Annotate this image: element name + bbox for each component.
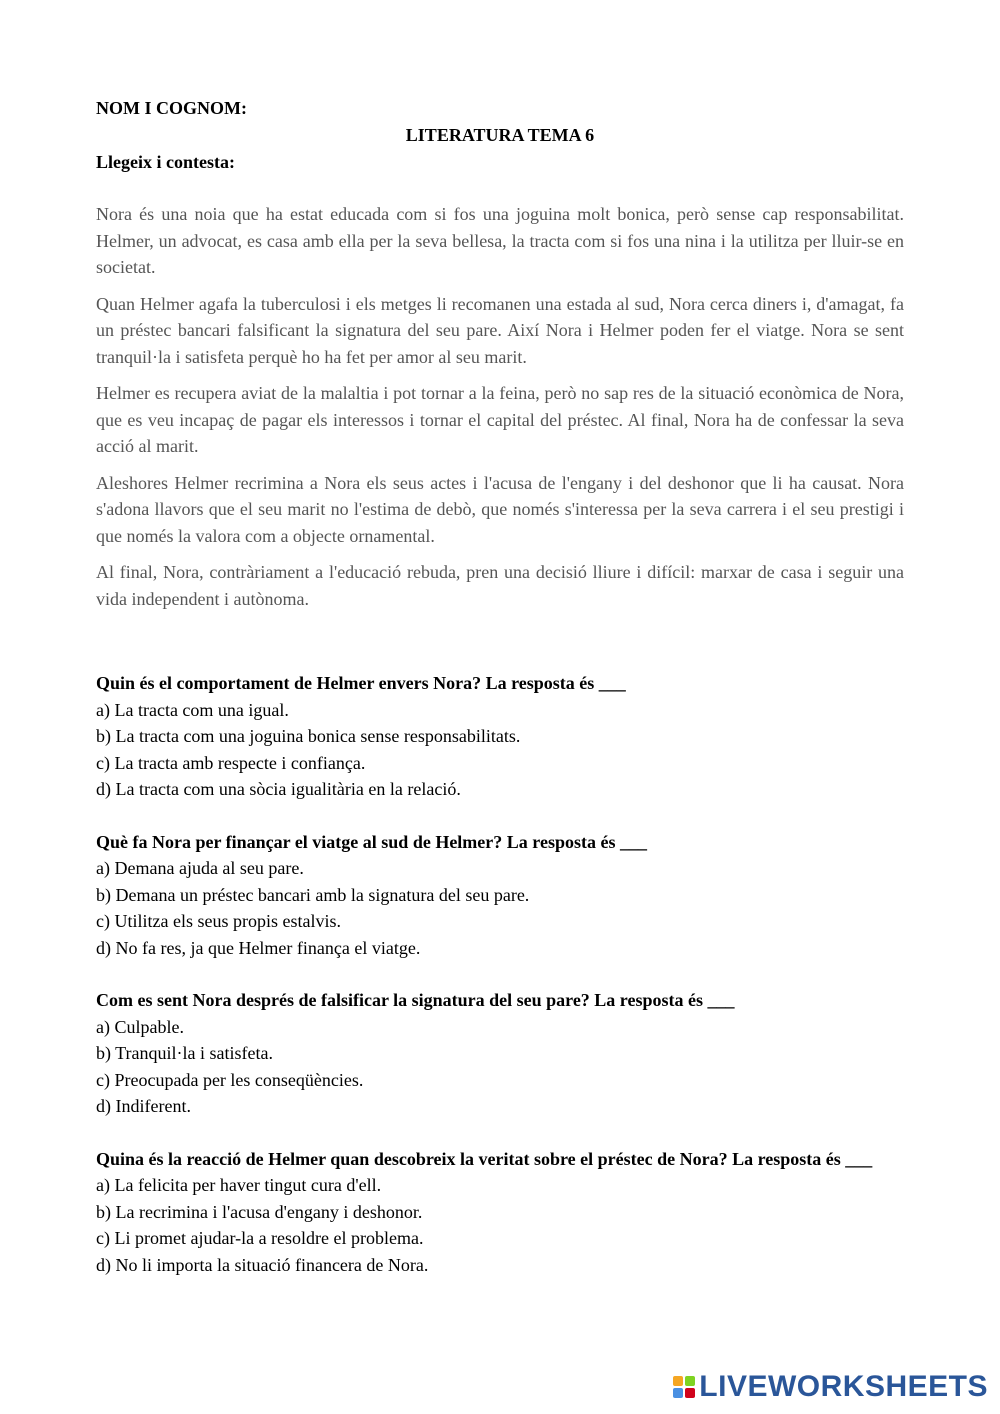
reading-paragraph: Nora és una noia que ha estat educada com si fos una joguina molt bonica, però sense cap responsabilitat. Helmer, un advocat, es casa amb ella per la seva bellesa, la tracta com si fos una nina i la utilitza per lluir-se en societat. — [96, 204, 904, 277]
question-text: Quin és el comportament de Helmer envers Nora? La resposta és ___ — [96, 673, 626, 693]
instruction-text: Llegeix i contesta: — [96, 152, 235, 172]
answer-option[interactable]: a) Demana ajuda al seu pare. — [96, 858, 304, 878]
reading-passage — [96, 201, 904, 622]
logo-square-br — [685, 1388, 695, 1398]
answer-option[interactable]: b) La tracta com una joguina bonica sense responsabilitats. — [96, 726, 521, 746]
answer-option[interactable]: a) Culpable. — [96, 1016, 184, 1037]
answer-option[interactable]: c) Li promet ajudar-la a resoldre el problema. — [96, 1228, 424, 1248]
logo-square-tr — [685, 1376, 695, 1386]
answer-option[interactable]: c) Preocupada per les conseqüències. — [96, 1069, 364, 1090]
answer-option[interactable]: a) La tracta com una igual. — [96, 699, 289, 720]
question-1 — [96, 670, 904, 803]
question-text: Com es sent Nora després de falsificar la signatura del seu pare? La resposta és ___ — [96, 990, 735, 1010]
logo-square-bl — [673, 1388, 683, 1398]
answer-option[interactable]: a) La felicita per haver tingut cura d'ell. — [96, 1175, 382, 1195]
question-text: Què fa Nora per finançar el viatge al sud de Helmer? La resposta és ___ — [96, 831, 647, 852]
reading-paragraph: Al final, Nora, contràriament a l'educació rebuda, pren una decisió lliure i difícil: marxar de casa i seguir una vida independent i autònoma. — [96, 562, 904, 609]
answer-option[interactable]: b) La recrimina i l'acusa d'engany i deshonor. — [96, 1201, 423, 1222]
answer-option[interactable]: d) No fa res, ja que Helmer finança el viatge. — [96, 937, 421, 958]
question-2 — [96, 829, 904, 962]
answer-option[interactable]: b) Demana un préstec bancari amb la signatura del seu pare. — [96, 884, 530, 905]
brand-text: LIVEWORKSHEETS — [699, 1370, 988, 1403]
answer-option[interactable]: d) Indiferent. — [96, 1096, 191, 1116]
answer-option[interactable]: d) No li importa la situació financera de Nora. — [96, 1254, 429, 1275]
questions-section — [96, 670, 904, 1304]
question-4 — [96, 1146, 904, 1279]
name-label: NOM I COGNOM: — [96, 98, 247, 118]
reading-paragraph: Aleshores Helmer recrimina a Nora els seus actes i l'acusa de l'engany i del deshonor que li ha causat. Nora s'adona llavors que el seu marit no l'estima de debò, que només s'interessa per la seva carrera i el seu prestigi i que només la valora com a objecte ornamental. — [96, 472, 904, 546]
answer-option[interactable]: b) Tranquil·la i satisfeta. — [96, 1043, 273, 1063]
liveworksheets-logo-icon — [673, 1376, 695, 1398]
reading-paragraph: Helmer es recupera aviat de la malaltia i pot tornar a la feina, però no sap res de la situació econòmica de Nora, que es veu incapaç de pagar els interessos i tornar el capital del préstec. Al final, Nora ha de confessar la seva acció al marit. — [96, 383, 904, 456]
answer-option[interactable]: c) Utilitza els seus propis estalvis. — [96, 911, 341, 931]
page-title: LITERATURA TEMA 6 — [405, 125, 595, 145]
logo-square-tl — [673, 1376, 683, 1386]
brand-watermark — [673, 1372, 988, 1402]
reading-paragraph: Quan Helmer agafa la tuberculosi i els metges li recomanen una estada al sud, Nora cerca diners i, d'amagat, fa un préstec bancari falsificant la signatura del seu pare. Així Nora i Helmer poden fer el viatge. Nora se sent tranquil·la i satisfeta perquè ho ha fet per amor al seu marit. — [96, 293, 904, 367]
question-3 — [96, 987, 904, 1120]
question-text: Quina és la reacció de Helmer quan descobreix la veritat sobre el préstec de Nora? La resposta és ___ — [96, 1148, 873, 1169]
answer-option[interactable]: d) La tracta com una sòcia igualitària en la relació. — [96, 779, 461, 799]
answer-option[interactable]: c) La tracta amb respecte i confiança. — [96, 752, 366, 773]
